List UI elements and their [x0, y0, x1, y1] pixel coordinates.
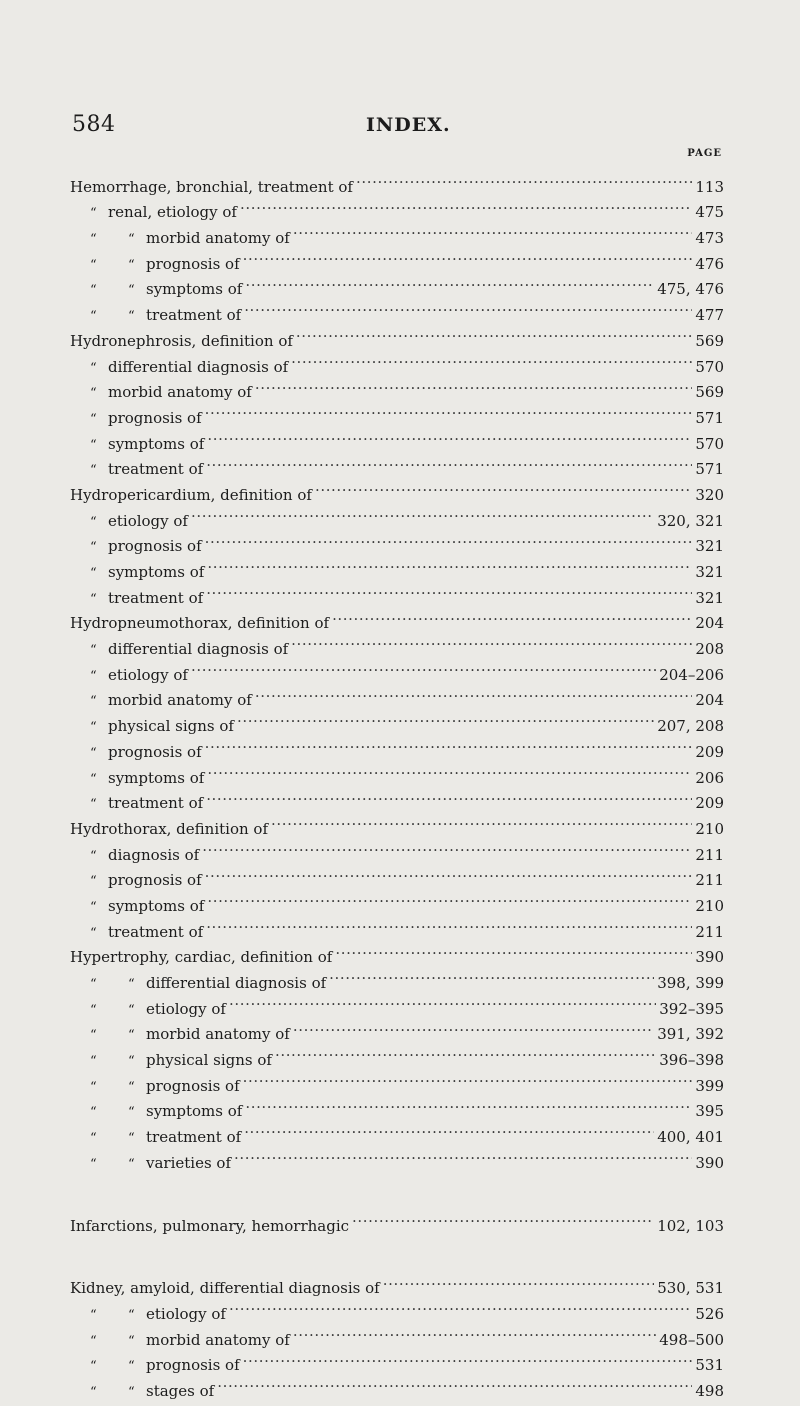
entry-page-numbers: 204	[695, 691, 724, 710]
dot-leader	[191, 654, 656, 680]
entry-text: diagnosis of	[108, 845, 200, 864]
index-entry	[70, 294, 724, 325]
index-entry	[70, 1345, 724, 1375]
ditto-mark: “	[90, 1054, 97, 1070]
entry-page-numbers: 569	[695, 331, 724, 350]
dot-leader	[275, 1039, 656, 1065]
ditto-mark: “	[90, 437, 97, 453]
dot-leader	[191, 500, 654, 526]
dot-leader	[291, 628, 692, 654]
entry-text: treatment of	[108, 794, 204, 813]
entry-page-numbers: 395	[695, 1102, 724, 1121]
entry-text: renal, etiology of	[108, 203, 237, 222]
index-entry	[70, 1205, 724, 1235]
entry-page-numbers: 102, 103	[657, 1216, 724, 1235]
dot-leader	[245, 269, 654, 295]
entry-page-numbers: 113	[695, 177, 724, 196]
ditto-mark: “	[128, 1002, 135, 1018]
entry-text: prognosis of	[146, 1356, 240, 1375]
index-entry	[70, 834, 724, 864]
ditto-mark: “	[90, 771, 97, 787]
entry-text: prognosis of	[146, 254, 240, 273]
ditto-mark: “	[90, 720, 97, 736]
page-header	[0, 112, 800, 142]
dot-leader	[255, 372, 693, 398]
entry-page-numbers: 398, 399	[657, 974, 724, 992]
index-entry	[70, 1091, 724, 1121]
entry-page-numbers: 321	[695, 588, 724, 607]
entry-page-numbers: 320	[695, 485, 724, 504]
entry-page-numbers: 475, 476	[657, 280, 724, 299]
entry-text: etiology of	[146, 1304, 226, 1323]
entry-page-numbers: 473	[695, 229, 724, 248]
dot-leader	[205, 526, 693, 552]
page-column-heading: PAGE	[687, 148, 722, 159]
ditto-mark: “	[90, 591, 97, 607]
ditto-mark: “	[90, 977, 97, 992]
entry-page-numbers: 498	[695, 1381, 724, 1400]
entry-text: treatment of	[108, 460, 204, 479]
dot-leader	[217, 1370, 692, 1396]
dot-leader	[206, 449, 692, 475]
entry-text: symptoms of	[108, 563, 205, 581]
ditto-mark: “	[90, 1307, 97, 1323]
entry-text: differential diagnosis of	[146, 974, 327, 992]
dot-leader	[243, 1065, 693, 1091]
ditto-mark: “	[90, 566, 97, 581]
entry-page-numbers: 477	[695, 306, 724, 325]
index-entry	[70, 628, 724, 659]
dot-leader	[356, 166, 692, 192]
entry-text: morbid anatomy of	[146, 229, 290, 248]
entry-page-numbers: 570	[695, 434, 724, 453]
entry-text: prognosis of	[146, 1076, 240, 1095]
index-entry	[70, 1065, 724, 1095]
index-entry	[70, 680, 724, 710]
dot-leader	[293, 1319, 656, 1345]
entry-text: Hydropneumothorax, definition of	[70, 614, 330, 633]
ditto-mark: “	[128, 977, 135, 992]
ditto-mark: “	[90, 745, 97, 761]
ditto-mark: “	[90, 1156, 97, 1172]
index-entry	[70, 1268, 724, 1298]
ditto-mark: “	[128, 1359, 135, 1375]
entry-page-numbers: 211	[695, 922, 724, 941]
running-head: INDEX.	[366, 114, 451, 136]
dot-leader	[293, 1014, 654, 1040]
ditto-mark: “	[90, 874, 97, 890]
ditto-mark: “	[128, 1384, 135, 1400]
index-list	[70, 166, 724, 1400]
entry-page-numbers: 210	[695, 896, 724, 915]
ditto-mark: “	[128, 1028, 135, 1044]
entry-page-numbers: 526	[695, 1304, 724, 1323]
entry-text: Kidney, amyloid, differential diagnosis of	[70, 1279, 380, 1298]
entry-text: Hydronephrosis, definition of	[70, 331, 293, 350]
entry-text: treatment of	[108, 922, 204, 941]
index-entry	[70, 551, 724, 581]
index-entry	[70, 808, 724, 838]
entry-text: Hydrothorax, definition of	[70, 819, 268, 838]
entry-page-numbers: 207, 208	[657, 717, 724, 736]
entry-text: Hemorrhage, bronchial, treatment of	[70, 177, 353, 196]
ditto-mark: “	[90, 257, 97, 273]
index-entry	[70, 1039, 724, 1070]
entry-page-numbers: 498–500	[659, 1330, 724, 1349]
entry-page-numbers: 391, 392	[657, 1025, 724, 1044]
entry-page-numbers: 209	[695, 794, 724, 813]
dot-leader	[335, 937, 692, 963]
entry-page-numbers: 209	[695, 742, 724, 761]
entry-page-numbers: 571	[695, 408, 724, 427]
entry-page-numbers: 570	[695, 357, 724, 376]
dot-leader	[243, 243, 693, 269]
index-entry	[70, 1142, 724, 1172]
ditto-mark: “	[128, 283, 135, 299]
index-entry	[70, 166, 724, 196]
dot-leader	[291, 346, 692, 372]
dot-leader	[207, 885, 692, 911]
entry-text: morbid anatomy of	[108, 383, 252, 402]
entry-text: differential diagnosis of	[108, 640, 289, 659]
entry-page-numbers: 399	[695, 1076, 724, 1095]
entry-page-numbers: 321	[695, 563, 724, 581]
entry-page-numbers: 204	[695, 614, 724, 633]
dot-leader	[293, 217, 693, 243]
index-entry	[70, 1319, 724, 1349]
index-entry	[70, 449, 724, 479]
index-entry	[70, 731, 724, 761]
entry-text: morbid anatomy of	[108, 691, 252, 710]
entry-text: treatment of	[108, 588, 204, 607]
entry-page-numbers: 396–398	[659, 1051, 724, 1070]
index-entry	[70, 346, 724, 376]
ditto-mark: “	[90, 848, 97, 864]
ditto-mark: “	[90, 283, 97, 299]
ditto-mark: “	[90, 360, 97, 376]
index-entry	[70, 577, 724, 607]
index-entry	[70, 474, 724, 504]
entry-text: symptoms of	[108, 896, 205, 915]
ditto-mark: “	[90, 463, 97, 479]
index-entry	[70, 1370, 724, 1400]
ditto-mark: “	[90, 514, 97, 530]
ditto-mark: “	[90, 411, 97, 427]
index-entry	[70, 937, 724, 967]
ditto-mark: “	[128, 1105, 135, 1121]
index-entry	[70, 1116, 724, 1147]
ditto-mark: “	[90, 899, 97, 915]
dot-leader	[205, 731, 693, 757]
dot-leader	[329, 962, 654, 988]
entry-page-numbers: 475	[695, 203, 724, 222]
ditto-mark: “	[90, 1333, 97, 1349]
index-entry	[70, 243, 724, 273]
ditto-mark: “	[128, 1156, 135, 1172]
ditto-mark: “	[90, 668, 97, 684]
dot-leader	[244, 1116, 654, 1142]
index-entry	[70, 397, 724, 427]
dot-leader	[229, 988, 656, 1014]
ditto-mark: “	[90, 1105, 97, 1121]
dot-leader	[202, 834, 692, 860]
index-entry	[70, 423, 724, 453]
entry-text: symptoms of	[146, 1102, 243, 1121]
ditto-mark: “	[128, 257, 135, 273]
dot-leader	[205, 860, 693, 886]
page-number: 584	[72, 112, 116, 137]
entry-text: symptoms of	[108, 434, 205, 453]
dot-leader	[352, 1205, 654, 1231]
ditto-mark: “	[128, 1054, 135, 1070]
entry-page-numbers: 571	[695, 460, 724, 479]
entry-page-numbers: 211	[695, 871, 724, 890]
index-entry	[70, 757, 724, 787]
ditto-mark: “	[128, 232, 135, 248]
index-entry	[70, 885, 724, 915]
entry-page-numbers: 392–395	[659, 999, 724, 1018]
ditto-mark: “	[128, 1079, 135, 1095]
dot-leader	[296, 320, 692, 346]
entry-page-numbers: 320, 321	[657, 511, 724, 530]
entry-page-numbers: 204–206	[659, 665, 724, 684]
ditto-mark: “	[128, 309, 135, 325]
entry-text: Hypertrophy, cardiac, definition of	[70, 948, 333, 967]
ditto-mark: “	[90, 206, 97, 222]
ditto-mark: “	[128, 1131, 135, 1147]
ditto-mark: “	[128, 1307, 135, 1323]
dot-leader	[332, 603, 692, 629]
dot-leader	[244, 294, 692, 320]
ditto-mark: “	[90, 232, 97, 248]
dot-leader	[207, 757, 692, 783]
entry-text: treatment of	[146, 1128, 242, 1147]
index-entry	[70, 654, 724, 684]
index-entry	[70, 500, 724, 530]
entry-page-numbers: 390	[695, 1153, 724, 1172]
dot-leader	[315, 474, 692, 500]
ditto-mark: “	[90, 1131, 97, 1147]
entry-page-numbers: 530, 531	[657, 1279, 724, 1298]
entry-page-numbers: 390	[695, 948, 724, 967]
entry-text: stages of	[146, 1381, 215, 1400]
dot-leader	[240, 192, 692, 218]
index-entry	[70, 526, 724, 556]
entry-text: physical signs of	[146, 1051, 272, 1070]
entry-text: morbid anatomy of	[146, 1025, 290, 1044]
index-entry	[70, 372, 724, 402]
index-entry	[70, 217, 724, 248]
entry-text: prognosis of	[108, 742, 202, 761]
index-entry	[70, 911, 724, 941]
entry-page-numbers: 211	[695, 845, 724, 864]
ditto-mark: “	[90, 309, 97, 325]
entry-text: symptoms of	[146, 280, 243, 299]
entry-page-numbers: 476	[695, 254, 724, 273]
entry-text: treatment of	[146, 306, 242, 325]
entry-text: differential diagnosis of	[108, 357, 289, 376]
entry-text: prognosis of	[108, 871, 202, 890]
entry-page-numbers: 531	[695, 1356, 724, 1375]
entry-text: varieties of	[146, 1153, 232, 1172]
ditto-mark: “	[90, 1359, 97, 1375]
index-entry	[70, 1293, 724, 1323]
dot-leader	[255, 680, 693, 706]
ditto-mark: “	[128, 1333, 135, 1349]
ditto-mark: “	[90, 1384, 97, 1400]
index-entry	[70, 320, 724, 350]
ditto-mark: “	[90, 386, 97, 402]
dot-leader	[383, 1268, 654, 1294]
dot-leader	[205, 397, 693, 423]
index-entry	[70, 269, 724, 299]
entry-text: Infarctions, pulmonary, hemorrhagic	[70, 1216, 350, 1235]
ditto-mark: “	[90, 1028, 97, 1044]
dot-leader	[234, 1142, 692, 1168]
index-entry	[70, 603, 724, 633]
dot-leader	[237, 705, 654, 731]
index-entry	[70, 1014, 724, 1044]
dot-leader	[229, 1293, 692, 1319]
entry-text: morbid anatomy of	[146, 1330, 290, 1349]
index-entry	[70, 988, 724, 1018]
entry-text: prognosis of	[108, 408, 202, 427]
ditto-mark: “	[90, 1002, 97, 1018]
ditto-mark: “	[90, 797, 97, 813]
dot-leader	[206, 911, 692, 937]
ditto-mark: “	[90, 540, 97, 556]
ditto-mark: “	[90, 1079, 97, 1095]
dot-leader	[206, 577, 692, 603]
entry-page-numbers: 210	[695, 819, 724, 838]
entry-text: etiology of	[146, 999, 226, 1018]
entry-text: etiology of	[108, 665, 188, 684]
dot-leader	[271, 808, 692, 834]
entry-page-numbers: 321	[695, 537, 724, 556]
entry-text: symptoms of	[108, 768, 205, 787]
ditto-mark: “	[90, 643, 97, 659]
entry-page-numbers: 400, 401	[657, 1128, 724, 1147]
entry-page-numbers: 569	[695, 383, 724, 402]
index-entry	[70, 192, 724, 222]
entry-page-numbers: 208	[695, 640, 724, 659]
dot-leader	[243, 1345, 693, 1371]
dot-leader	[245, 1091, 692, 1117]
index-entry	[70, 705, 724, 736]
dot-leader	[207, 551, 692, 577]
index-entry	[70, 860, 724, 890]
entry-text: etiology of	[108, 511, 188, 530]
ditto-mark: “	[90, 925, 97, 941]
entry-text: physical signs of	[108, 717, 234, 736]
ditto-mark: “	[90, 694, 97, 710]
index-entry	[70, 783, 724, 813]
index-entry	[70, 962, 724, 992]
dot-leader	[206, 783, 692, 809]
dot-leader	[207, 423, 692, 449]
entry-page-numbers: 206	[695, 768, 724, 787]
entry-text: prognosis of	[108, 537, 202, 556]
entry-text: Hydropericardium, definition of	[70, 485, 312, 504]
